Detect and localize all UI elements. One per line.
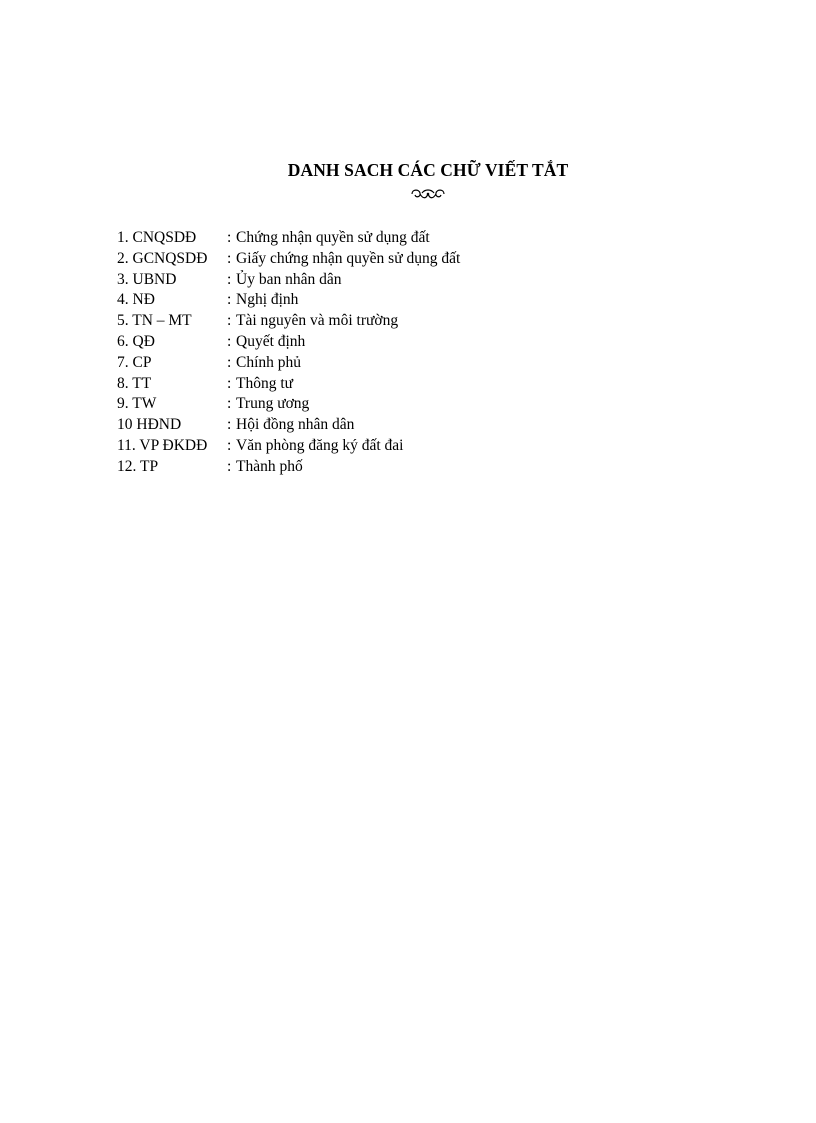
abbreviation-row bbox=[117, 374, 460, 395]
abbreviation-meaning: Văn phòng đăng ký đất đai bbox=[236, 436, 404, 454]
abbreviation-term: 4. NĐ bbox=[117, 291, 155, 309]
abbreviation-row bbox=[117, 311, 460, 332]
separator-colon: : bbox=[227, 416, 232, 434]
abbreviation-term: 7. CP bbox=[117, 353, 152, 371]
abbreviation-meaning: Chính phủ bbox=[236, 353, 302, 371]
document-title: DANH SACH CÁC CHỮ VIẾT TẮT bbox=[287, 160, 569, 180]
abbreviation-row bbox=[117, 270, 460, 291]
abbreviation-term: 12. TP bbox=[117, 457, 159, 475]
abbreviation-row bbox=[117, 436, 460, 457]
separator-colon: : bbox=[227, 332, 232, 350]
abbreviation-meaning: Trung ương bbox=[236, 395, 310, 413]
abbreviation-term: 3. UBND bbox=[117, 270, 177, 288]
separator-colon: : bbox=[227, 291, 232, 309]
abbreviation-row bbox=[117, 415, 460, 436]
abbreviation-meaning: Thông tư bbox=[236, 374, 294, 392]
abbreviation-row bbox=[117, 353, 460, 374]
abbreviation-row bbox=[117, 394, 460, 415]
abbreviation-term: 1. CNQSDĐ bbox=[117, 229, 197, 246]
abbreviation-row bbox=[117, 228, 460, 249]
separator-colon: : bbox=[227, 229, 232, 246]
abbreviation-term: 5. TN – MT bbox=[117, 312, 192, 330]
abbreviation-term: 2. GCNQSDĐ bbox=[117, 249, 208, 267]
abbreviation-meaning: Hội đồng nhân dân bbox=[236, 416, 355, 434]
separator-colon: : bbox=[227, 457, 232, 475]
separator-colon: : bbox=[227, 312, 232, 330]
abbreviation-meaning: Nghị định bbox=[236, 291, 299, 309]
abbreviation-row bbox=[117, 249, 460, 270]
abbreviation-term: 6. QĐ bbox=[117, 332, 155, 350]
separator-colon: : bbox=[227, 249, 232, 267]
separator-colon: : bbox=[227, 395, 232, 413]
separator-colon: : bbox=[227, 270, 232, 288]
separator-colon: : bbox=[227, 353, 232, 371]
separator-colon: : bbox=[227, 374, 232, 392]
decorative-swirl-icon bbox=[408, 186, 448, 202]
abbreviation-term: 9. TW bbox=[117, 395, 157, 413]
abbreviation-row bbox=[117, 332, 460, 353]
abbreviation-term: 8. TT bbox=[117, 374, 152, 392]
abbreviation-list bbox=[117, 228, 460, 478]
abbreviation-meaning: Tài nguyên và môi trường bbox=[236, 312, 399, 330]
abbreviation-meaning: Thành phố bbox=[236, 457, 303, 475]
abbreviation-meaning: Chứng nhận quyền sử dụng đất bbox=[236, 229, 430, 246]
abbreviation-meaning: Ủy ban nhân dân bbox=[236, 270, 342, 288]
abbreviation-term: 11. VP ĐKDĐ bbox=[117, 436, 208, 454]
abbreviation-row bbox=[117, 457, 460, 478]
abbreviation-row bbox=[117, 290, 460, 311]
abbreviation-meaning: Giấy chứng nhận quyền sử dụng đất bbox=[236, 249, 461, 267]
abbreviation-meaning: Quyết định bbox=[236, 332, 306, 350]
separator-colon: : bbox=[227, 436, 232, 454]
abbreviation-term: 10 HĐND bbox=[117, 416, 182, 434]
